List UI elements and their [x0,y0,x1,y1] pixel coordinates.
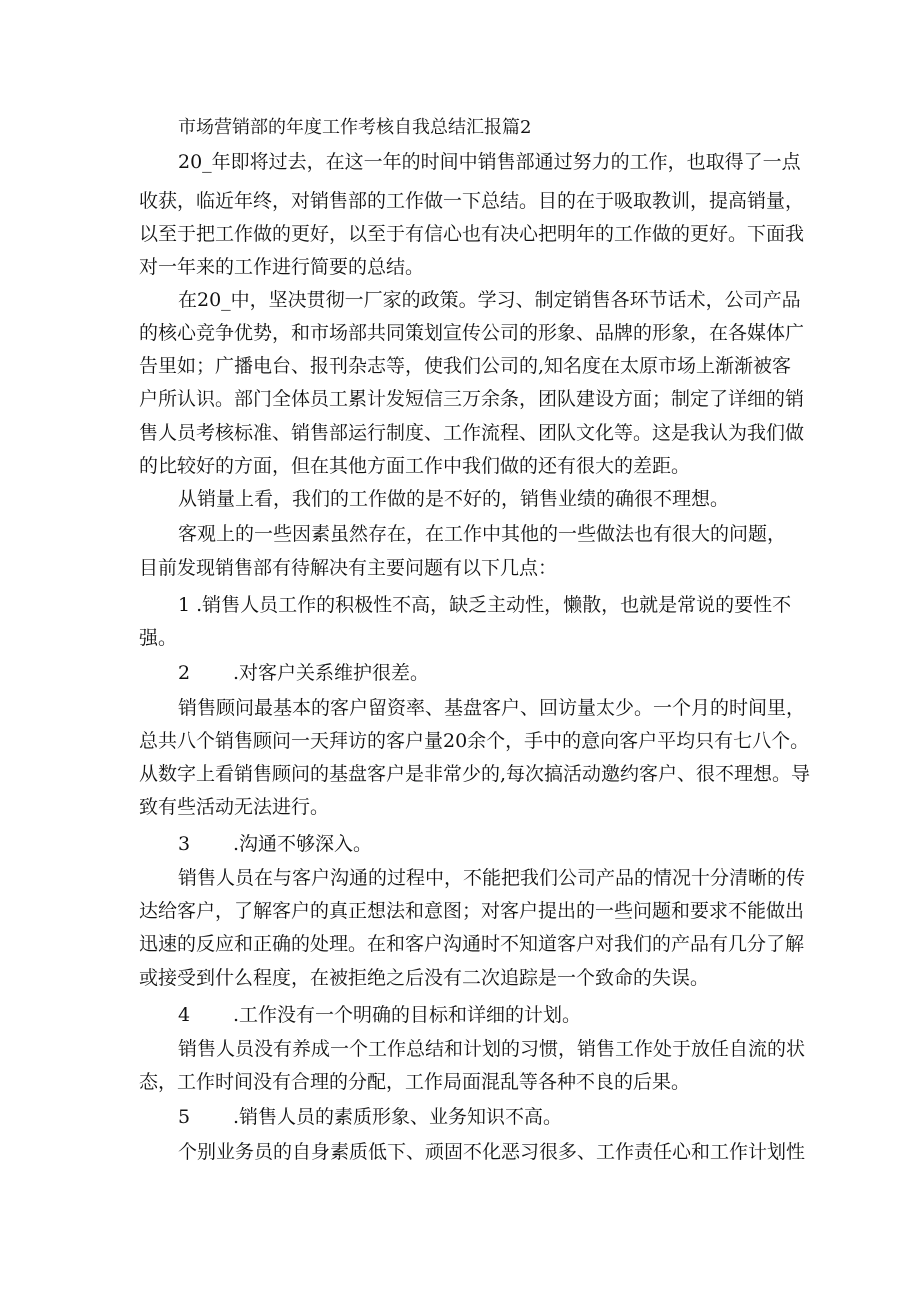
paragraph-line: 在20_中，坚决贯彻一厂家的政策。学习、制定销售各环节话术，公司产品 [178,289,801,311]
paragraph-line: 总共八个销售顾问一天拜访的客户量20余个，手中的意向客户平均只有七八个。 [139,730,810,752]
list-item-heading: .工作没有一个明确的目标和详细的计划。 [233,1004,582,1026]
paragraph-line: 销售顾问最基本的客户留资率、基盘客户、回访量太少。一个月的时间里， [178,697,806,719]
list-item-number: 5 [178,1106,191,1128]
list-item: 1 .销售人员工作的积极性不高，缺乏主动性，懒散，也就是常说的要性不 [178,594,792,616]
paragraph-line: 个别业务员的自身素质低下、顽固不化恶习很多、工作责任心和工作计划性 [178,1141,806,1163]
list-item-number: 4 [178,1004,191,1026]
list-item-heading: .对客户关系维护很差。 [233,662,430,684]
paragraph-line: 从销量上看，我们的工作做的是不好的，销售业绩的确很不理想。 [178,488,730,510]
list-item-heading: .销售人员的素质形象、业务知识不高。 [233,1106,563,1128]
paragraph-line: 户所认识。部门全体员工累计发短信三万余条，团队建设方面；制定了详细的销 [139,388,805,410]
list-item-number: 3 [178,833,191,855]
paragraph-line: 售人员考核标准、销售部运行制度、工作流程、团队文化等。这是我认为我们做 [139,422,805,444]
document-title: 市场营销部的年度工作考核自我总结汇报篇2 [178,117,532,138]
paragraph-line: 目前发现销售部有待解决有主要问题有以下几点： [139,557,558,579]
paragraph-line: 销售人员在与客户沟通的过程中，不能把我们公司产品的情况十分清晰的传 [178,867,806,889]
list-item-heading: .沟通不够深入。 [233,833,373,855]
paragraph-line: 告里如；广播电台、报刊杂志等，使我们公司的,知名度在太原市场上渐渐被客 [139,355,792,377]
paragraph-line: 销售人员没有养成一个工作总结和计划的习惯，销售工作处于放任自流的状 [178,1038,806,1060]
paragraph-line: 致有些活动无法进行。 [139,796,330,818]
paragraph-line: 的核心竞争优势，和市场部共同策划宣传公司的形象、品牌的形象，在各媒体广 [139,322,805,344]
paragraph-line: 从数字上看销售顾问的基盘客户是非常少的,每次搞活动邀约客户、很不理想。导 [139,763,811,785]
paragraph-line: 态，工作时间没有合理的分配，工作局面混乱等各种不良的后果。 [139,1071,691,1093]
paragraph-line: 20_年即将过去，在这一年的时间中销售部通过努力的工作，也取得了一点 [178,151,801,173]
paragraph-line: 迅速的反应和正确的处理。在和客户沟通时不知道客户对我们的产品有几分了解 [139,933,805,955]
list-item-continuation: 强。 [139,627,178,649]
paragraph-line: 客观上的一些因素虽然存在，在工作中其他的一些做法也有很大的问题， [178,523,787,545]
paragraph-line: 或接受到什么程度，在被拒绝之后没有二次追踪是一个致命的失误。 [139,967,710,989]
paragraph-line: 达给客户，了解客户的真正想法和意图；对客户提出的一些问题和要求不能做出 [139,900,805,922]
paragraph-line: 的比较好的方面，但在其他方面工作中我们做的还有很大的差距。 [139,455,691,477]
paragraph-line: 以至于把工作做的更好，以至于有信心也有决心把明年的工作做的更好。下面我 [139,223,805,245]
paragraph-line: 收获，临近年终，对销售部的工作做一下总结。目的在于吸取教训，提高销量， [139,190,805,212]
list-item-number: 2 [178,662,191,684]
paragraph-line: 对一年来的工作进行简要的总结。 [139,256,425,278]
